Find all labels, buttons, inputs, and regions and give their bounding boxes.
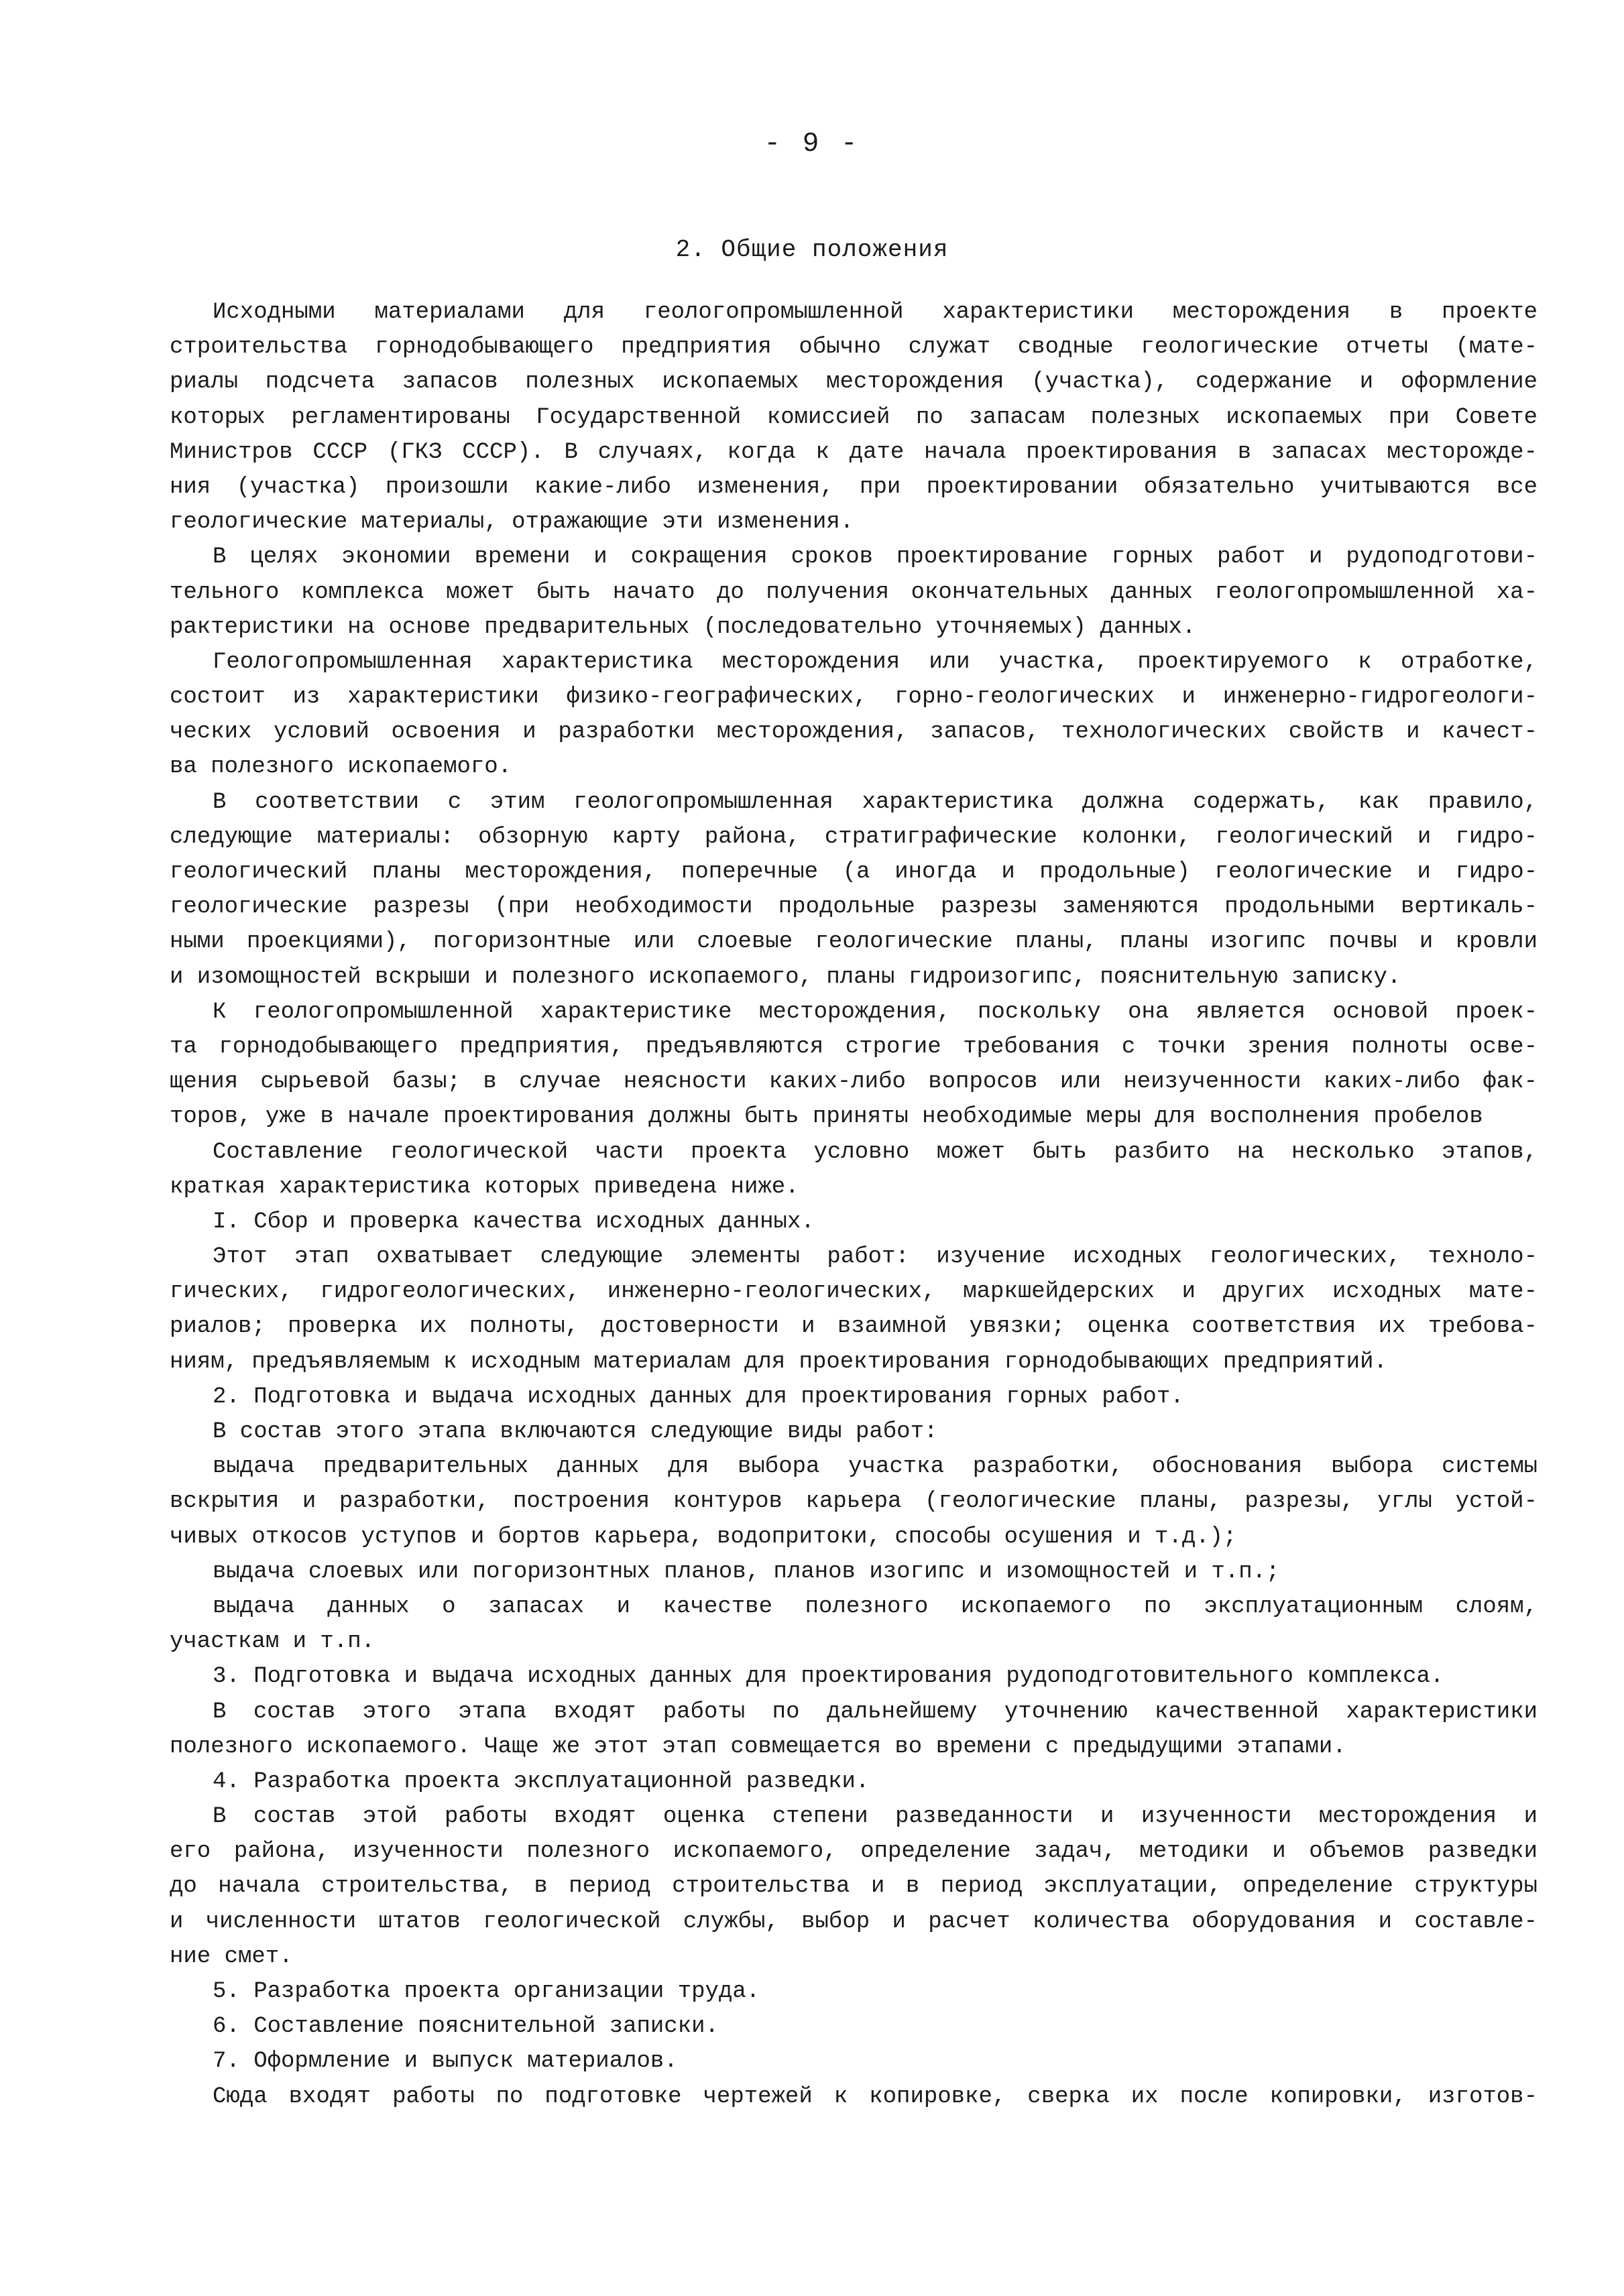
text-line: его района, изученности полезного ископаемого, определение задач, методики и объемов разведки [170,1839,1538,1865]
text-line: следующие материалы: обзорную карту района, стратиграфические колонки, геологический и гидро- [170,824,1538,850]
text-line: полезного ископаемого. Чаще же этот этап совмещается во времени с предыдущими этапами. [170,1734,1346,1760]
text-line: геологический планы месторождения, поперечные (а иногда и продольные) геологические и гидро- [170,859,1538,885]
text-line: состоит из характеристики физико-географических, горно-геологических и инженерно-гидрогеологи- [170,684,1538,711]
text-line: В целях экономии времени и сокращения сроков проектирование горных работ и рудоподготови- [213,544,1538,570]
text-line: геологические разрезы (при необходимости продольные разрезы заменяются продольными вертикаль- [170,894,1538,920]
text-line: торов, уже в начале проектирования должны быть приняты необходимые меры для восполнения пробелов [170,1104,1483,1130]
text-line: 4. Разработка проекта эксплуатационной разведки. [213,1768,870,1795]
text-line: В состав этого этапа включаются следующие виды работ: [213,1419,938,1445]
text-line: участкам и т.п. [170,1629,375,1655]
text-line: В состав этой работы входят оценка степени разведанности и изученности месторождения и [213,1804,1538,1830]
text-line: 5. Разработка проекта организации труда. [213,1979,760,2004]
text-line: ния (участка) произошли какие-либо изменения, при проектировании обязательно учитываются все [170,474,1538,500]
text-line: и численности штатов геологической службы, выбор и расчет количества оборудования и составле- [170,1909,1538,1935]
text-line: строительства горнодобывающего предприятия обычно служат сводные геологические отчеты (мате- [170,335,1538,361]
text-line: В состав этого этапа входят работы по дальнейшему уточнению качественной характеристики [213,1699,1538,1725]
text-line: ние смет. [170,1943,293,1970]
text-line: риалов; проверка их полноты, достоверности и взаимной увязки; оценка соответствия их требова- [170,1314,1538,1340]
text-line: ва полезного ископаемого. [170,754,512,780]
text-line: та горнодобывающего предприятия, предъявляются строгие требования с точки зрения полноты осве- [170,1034,1538,1060]
text-line: ными проекциями), погоризонтные или слоевые геологические планы, планы изогипс почвы и кровли [170,929,1538,955]
text-line: Сюда входят работы по подготовке чертежей к копировке, сверка их после копировки, изготов- [213,2083,1538,2110]
text-line: чивых откосов уступов и бортов карьера, водопритоки, способы осушения и т.д.); [170,1524,1237,1550]
text-line: выдача данных о запасах и качестве полезного ископаемого по эксплуатационным слоям, [213,1593,1538,1620]
text-line: Этот этап охватывает следующие элементы работ: изучение исходных геологических, техноло- [213,1244,1538,1270]
text-line: ниям, предъявляемым к исходным материалам для проектирования горнодобывающих предприятий. [170,1349,1387,1375]
text-line: ческих условий освоения и разработки месторождения, запасов, технологических свойств и качест- [170,719,1538,745]
text-line: Министров СССР (ГКЗ СССР). В случаях, когда к дате начала проектирования в запасах месторожде- [170,439,1538,465]
text-line: 2. Подготовка и выдача исходных данных для проектирования горных работ. [213,1384,1184,1410]
text-line: и изомощностей вскрыши и полезного ископаемого, планы гидроизогипс, пояснительную записку. [170,964,1401,990]
text-line: 3. Подготовка и выдача исходных данных для проектирования рудоподготовительного комплекса. [213,1664,1444,1690]
text-line: Составление геологической части проекта условно может быть разбито на несколько этапов, [213,1139,1538,1165]
text-line: рактеристики на основе предварительных (последовательно уточняемых) данных. [170,614,1196,640]
text-line: Геологопромышленная характеристика месторождения или участка, проектируемого к отработке, [213,649,1538,675]
text-line: гических, гидрогеологических, инженерно-геологических, маркшейдерских и других исходных мате- [170,1279,1538,1305]
text-line: 7. Оформление и выпуск материалов. [213,2049,678,2075]
text-line: выдача слоевых или погоризонтных планов, планов изогипс и изомощностей и т.п.; [213,1559,1280,1585]
body-text [170,295,1538,2114]
text-line: которых регламентированы Государственной комиссией по запасам полезных ископаемых при Совете [170,404,1538,430]
text-line: щения сырьевой базы; в случае неясности каких-либо вопросов или неизученности каких-либо фак- [170,1069,1538,1095]
text-line: В соответствии с этим геологопромышленная характеристика должна содержать, как правило, [213,789,1538,815]
text-line: тельного комплекса может быть начато до получения окончательных данных геологопромышленной ха- [170,579,1538,605]
text-line: Исходными материалами для геологопромышленной характеристики месторождения в проекте [213,300,1538,325]
page-number: - 9 - [764,129,860,160]
text-line: геологические материалы, отражающие эти изменения. [170,509,854,536]
text-line: краткая характеристика которых приведена ниже. [170,1174,799,1200]
text-line: вскрытия и разработки, построения контуров карьера (геологические планы, разрезы, углы устой- [170,1489,1538,1515]
text-line: I. Сбор и проверка качества исходных данных. [213,1209,815,1235]
text-line: риалы подсчета запасов полезных ископаемых месторождения (участка), содержание и оформление [170,369,1538,396]
section-title: 2. Общие положения [675,236,949,263]
text-line: К геологопромышленной характеристике месторождения, поскольку она является основой проек- [213,999,1538,1025]
text-line: выдача предварительных данных для выбора участка разработки, обоснования выбора системы [213,1454,1538,1480]
text-line: до начала строительства, в период строительства и в период эксплуатации, определение структуры [170,1874,1538,1900]
text-line: 6. Составление пояснительной записки. [213,2014,719,2040]
